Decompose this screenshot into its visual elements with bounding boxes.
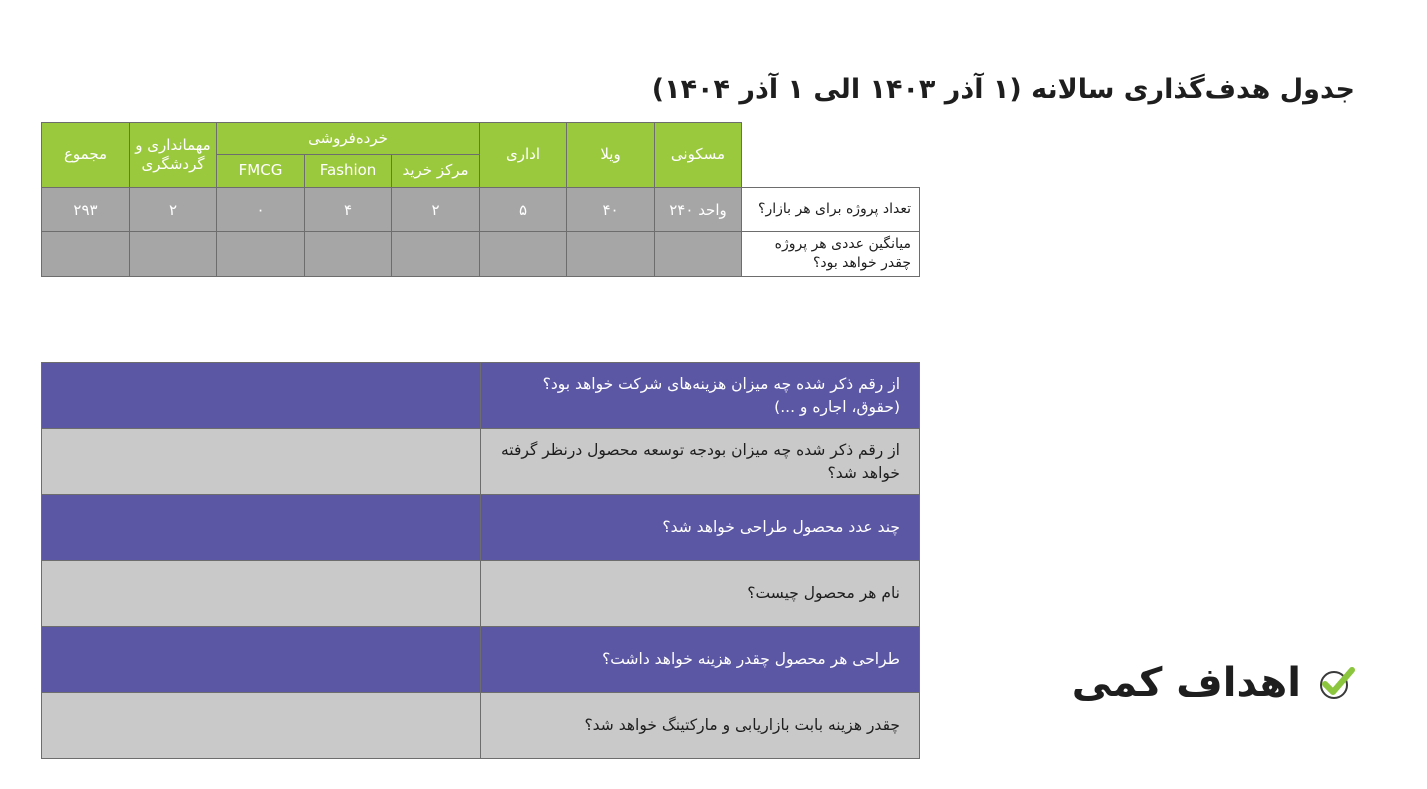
cell-fmcg: ۰	[217, 188, 305, 232]
header-total: مجموع	[42, 123, 130, 188]
header-hospitality: مهمانداری و گردشگری	[130, 123, 217, 188]
header-fashion: Fashion	[305, 155, 392, 188]
cell-villa	[567, 232, 655, 277]
header-residential: مسکونی	[655, 123, 742, 188]
answer-cell	[42, 429, 481, 495]
table-row	[42, 232, 920, 277]
question-cell: از رقم ذکر شده چه میزان بودجه توسعه محصول درنظر گرفته خواهد شد؟	[481, 429, 920, 495]
answer-cell	[42, 693, 481, 759]
question-row	[42, 429, 920, 495]
header-retail: خرده‌فروشی	[217, 123, 480, 155]
question-cell: چند عدد محصول طراحی خواهد شد؟	[481, 495, 920, 561]
question-row	[42, 561, 920, 627]
answer-cell	[42, 627, 481, 693]
cell-residential	[655, 232, 742, 277]
cell-mall	[392, 232, 480, 277]
answer-cell	[42, 561, 481, 627]
question-cell: چقدر هزینه بابت بازاریابی و مارکتینگ خواهد شد؟	[481, 693, 920, 759]
annual-target-table	[41, 122, 920, 277]
question-cell: طراحی هر محصول چقدر هزینه خواهد داشت؟	[481, 627, 920, 693]
question-cell: نام هر محصول چیست؟	[481, 561, 920, 627]
cell-hospitality	[130, 232, 217, 277]
cell-fmcg	[217, 232, 305, 277]
cell-hospitality: ۲	[130, 188, 217, 232]
answer-cell	[42, 495, 481, 561]
cell-fashion	[305, 232, 392, 277]
row-label: میانگین عددی هر پروژه چقدر خواهد بود؟	[742, 232, 920, 277]
cell-office	[480, 232, 567, 277]
cell-villa: ۴۰	[567, 188, 655, 232]
row-label: تعداد پروژه برای هر بازار؟	[742, 188, 920, 232]
table-row	[42, 188, 920, 232]
cell-mall: ۲	[392, 188, 480, 232]
questions-table	[41, 362, 920, 759]
header-corner	[742, 123, 920, 188]
cell-fashion: ۴	[305, 188, 392, 232]
question-row	[42, 495, 920, 561]
question-cell: از رقم ذکر شده چه میزان هزینه‌های شرکت خواهد بود؟ (حقوق، اجاره و ...)	[481, 363, 920, 429]
question-row	[42, 693, 920, 759]
question-row	[42, 363, 920, 429]
cell-residential: ۲۴۰ واحد	[655, 188, 742, 232]
question-row	[42, 627, 920, 693]
cell-office: ۵	[480, 188, 567, 232]
section-heading	[1072, 660, 1357, 706]
header-villa: ویلا	[567, 123, 655, 188]
page-title: جدول هدف‌گذاری سالانه (۱ آذر ۱۴۰۳ الی ۱ آذر ۱۴۰۴)	[651, 74, 1355, 105]
header-fmcg: FMCG	[217, 155, 305, 188]
cell-total: ۲۹۳	[42, 188, 130, 232]
header-office: اداری	[480, 123, 567, 188]
cell-total	[42, 232, 130, 277]
header-mall: مرکز خرید	[392, 155, 480, 188]
answer-cell	[42, 363, 481, 429]
section-heading-label: اهداف کمی	[1071, 660, 1301, 706]
check-icon	[1315, 662, 1357, 704]
